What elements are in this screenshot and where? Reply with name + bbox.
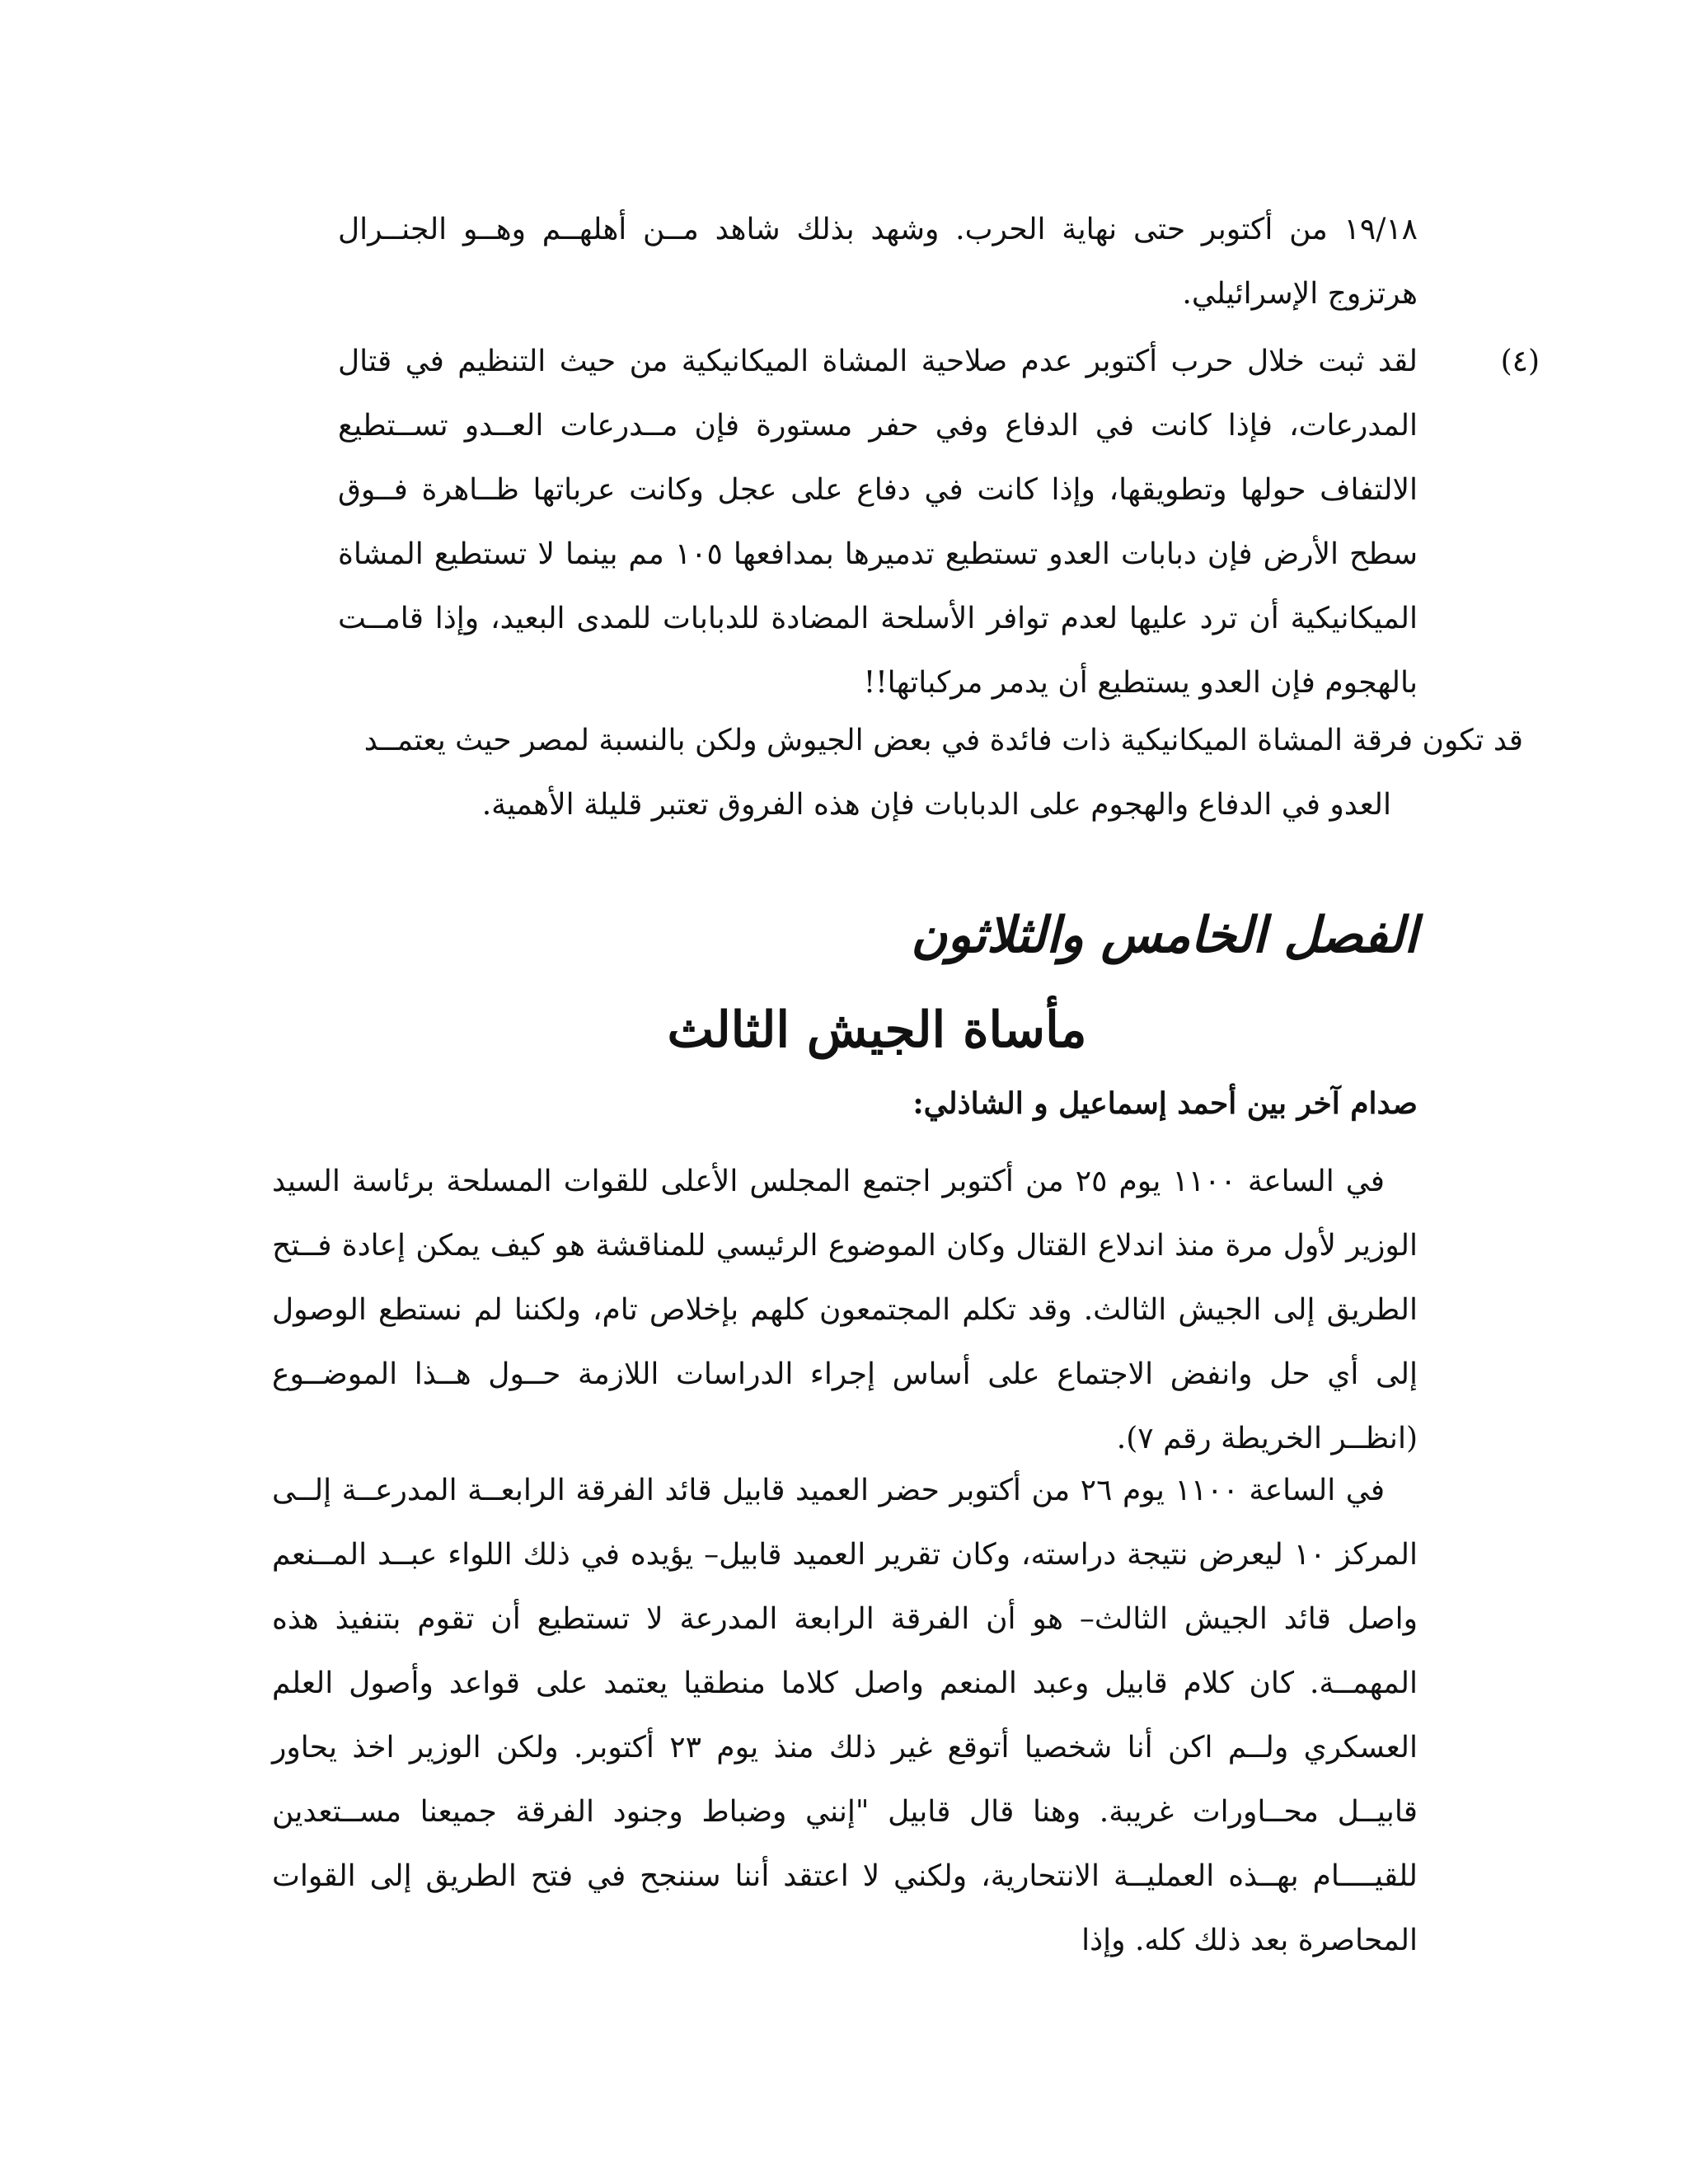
body-paragraph-2: في الساعة ١١٠٠ يوم ٢٦ من أكتوبر حضر العميد قابيل قائد الفرقة الرابعــة المدرعــة إلــى المركز ١٠ ليعرض نتيجة دراسته، وكان تقرير العميد قابيل– يؤيده في ذلك اللواء عبــد المــنعم واصل قائد الجيش الثالث– هو أن الفرقة الرابعة المدرعة لا تستطيع أن تقوم بتنفيذ هذه المهمــة. كان كلام قابيل وعبد المنعم واصل كلاما منطقيا يعتمد على قواعد وأصول العلم العسكري ولــم اكن أنا شخصيا أتوقع غير ذلك منذ يوم ٢٣ أكتوبر. ولكن الوزير اخذ يحاور قابيــل محــاورات غريبة. وهنا قال قابيل "إنني وضباط وجنود الفرقة جميعنا مســتعدين للقيــــام بهــذه العمليــة الانتحارية، ولكني لا اعتقد أننا سننجح في فتح الطريق إلى القوات المحاصرة بعد ذلك كله. وإذا — [272, 1474, 1418, 1957]
chapter-title: الفصل الخامس والثلاثون — [911, 907, 1418, 964]
continued-paragraph: ١٩/١٨ من أكتوبر حتى نهاية الحرب. وشهد بذلك شاهد مــن أهلهــم وهــو الجنــرال هرتزوج الإسرائيلي. — [338, 213, 1418, 311]
section-title: مأساة الجيش الثالث — [667, 1001, 1087, 1059]
body-paragraph-1: في الساعة ١١٠٠ يوم ٢٥ من أكتوبر اجتمع المجلس الأعلى للقوات المسلحة برئاسة السيد الوزير لأول مرة منذ اندلاع القتال وكان الموضوع الرئيسي للمناقشة هو كيف يمكن إعادة فــتح الطريق إلى الجيش الثالث. وقد تكلم المجتمعون كلهم بإخلاص تام، ولكننا لم نستطع الوصول إلى أي حل وانفض الاجتماع على أساس إجراء الدراسات اللازمة حــول هــذا الموضــوع (انظــر الخريطة رقم ٧). — [272, 1165, 1418, 1455]
note-paragraph — [338, 709, 1523, 837]
note-line-1: قد تكون فرقة المشاة الميكانيكية ذات فائدة في بعض الجيوش ولكن بالنسبة لمصر حيث يعتمــد — [363, 724, 1523, 757]
note-line-2: العدو في الدفاع والهجوم على الدبابات فإن هذه الفروق تعتبر قليلة الأهمية. — [481, 788, 1391, 822]
list-item-text: لقد ثبت خلال حرب أكتوبر عدم صلاحية المشاة الميكانيكية من حيث التنظيم في قتال المدرعات، فإذا كانت في الدفاع وفي حفر مستورة فإن مــدرعات العــدو تســتطيع الالتفاف حولها وتطويقها، وإذا كانت في دفاع على عجل وكانت عرباتها ظــاهرة فــوق سطح الأرض فإن دبابات العدو تستطيع تدميرها بمدافعها ١٠٥ مم بينما لا تستطيع المشاة الميكانيكية أن ترد عليها لعدم توافر الأسلحة المضادة للدبابات للمدى البعيد، وإذا قامــت بالهجوم فإن العدو يستطيع أن يدمر مركباتها!! — [338, 344, 1418, 700]
list-item-number: (٤) — [1500, 344, 1540, 378]
sub-heading: صدام آخر بين أحمد إسماعيل و الشاذلي: — [912, 1086, 1418, 1121]
